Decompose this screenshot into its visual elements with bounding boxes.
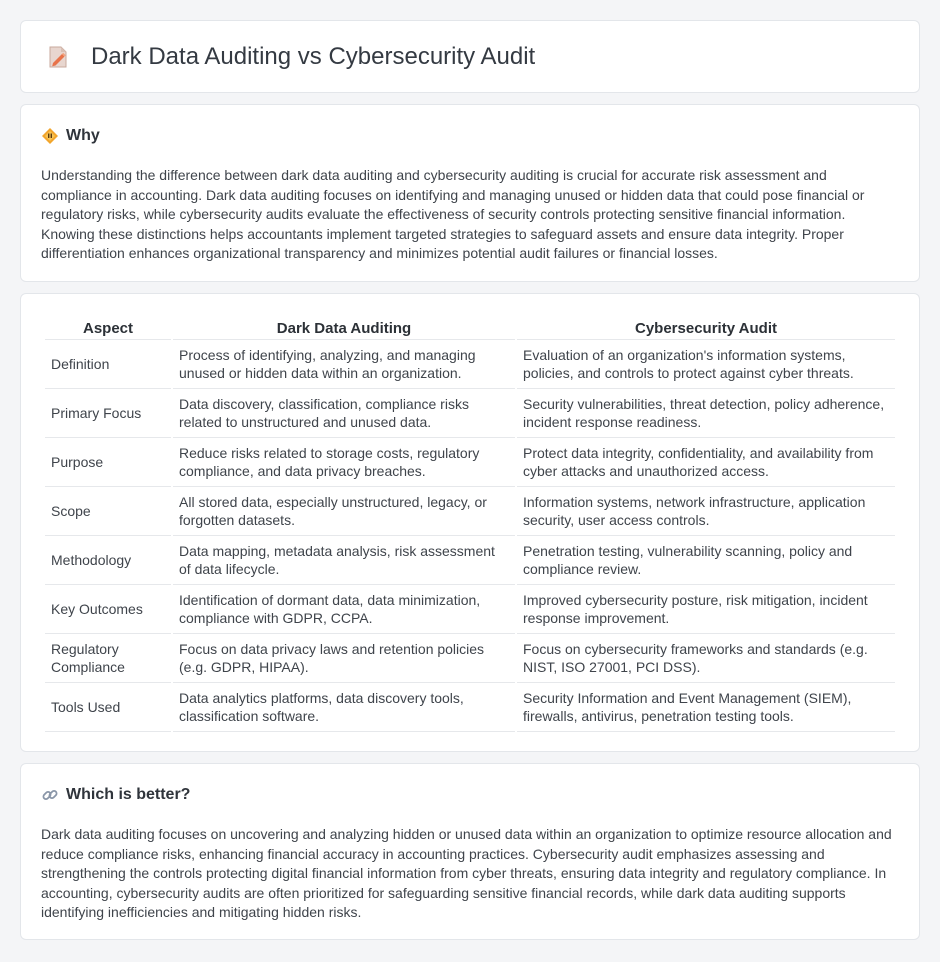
aspect-cell: Definition [45, 340, 171, 389]
table-header-row [45, 314, 895, 340]
cybersecurity-cell: Evaluation of an organization's information systems, policies, and controls to protect against cyber threats. [517, 340, 895, 389]
link-icon [41, 786, 59, 804]
dark-data-cell: All stored data, especially unstructured, legacy, or forgotten datasets. [173, 487, 515, 536]
aspect-cell: Tools Used [45, 683, 171, 732]
dark-data-cell: Reduce risks related to storage costs, regulatory compliance, and data privacy breaches. [173, 438, 515, 487]
comparison-table [43, 314, 897, 732]
dark-data-cell: Focus on data privacy laws and retention policies (e.g. GDPR, HIPAA). [173, 634, 515, 683]
warning-diamond-icon [41, 127, 59, 145]
table-row [45, 536, 895, 585]
dark-data-cell: Data mapping, metadata analysis, risk assessment of data lifecycle. [173, 536, 515, 585]
aspect-cell: Methodology [45, 536, 171, 585]
which-is-better-section [20, 763, 920, 940]
better-title: Which is better? [66, 786, 191, 803]
table-row [45, 634, 895, 683]
dark-data-cell: Process of identifying, analyzing, and managing unused or hidden data within an organization. [173, 340, 515, 389]
header-card [20, 20, 920, 93]
document-pencil-icon [45, 44, 71, 70]
dark-data-cell: Data discovery, classification, compliance risks related to unstructured and unused data. [173, 389, 515, 438]
aspect-cell: Key Outcomes [45, 585, 171, 634]
cybersecurity-cell: Penetration testing, vulnerability scanning, policy and compliance review. [517, 536, 895, 585]
aspect-cell: Primary Focus [45, 389, 171, 438]
better-heading [41, 786, 899, 804]
table-row [45, 340, 895, 389]
comparison-table-card [20, 293, 920, 752]
cybersecurity-cell: Security vulnerabilities, threat detection, policy adherence, incident response readiness. [517, 389, 895, 438]
cybersecurity-cell: Information systems, network infrastructure, application security, user access controls. [517, 487, 895, 536]
better-text: Dark data auditing focuses on uncovering and analyzing hidden or unused data within an organization to optimize resource allocation and reduce compliance risks, enhancing financial accuracy in accounting practices. Cybersecurity audit emphasizes assessing and strengthening the controls protecting digital financial information from cyber threats, ensuring data integrity and regulatory compliance. In accounting, cybersecurity audits are often prioritized for safeguarding sensitive financial records, while dark data auditing supports identifying inefficiencies and mitigating hidden risks. [41, 826, 892, 921]
column-header-dark-data: Dark Data Auditing [173, 314, 515, 340]
column-header-cybersecurity: Cybersecurity Audit [517, 314, 895, 340]
why-section [20, 104, 920, 282]
table-row [45, 438, 895, 487]
aspect-cell: Scope [45, 487, 171, 536]
table-row [45, 683, 895, 732]
aspect-cell: Regulatory Compliance [45, 634, 171, 683]
table-row [45, 389, 895, 438]
page-title: Dark Data Auditing vs Cybersecurity Audit [91, 42, 536, 70]
table-row [45, 487, 895, 536]
why-text: Understanding the difference between dark data auditing and cybersecurity auditing is crucial for accurate risk assessment and compliance in accounting. Dark data auditing focuses on identifying and managing unused or hidden data that could pose financial or regulatory risks, while cybersecurity audits evaluate the effectiveness of security controls protecting sensitive financial information. Knowing these distinctions helps accountants implement targeted strategies to safeguard assets and ensure data integrity. Proper differentiation enhances organizational transparency and minimizes potential audit failures or financial losses. [41, 167, 865, 262]
cybersecurity-cell: Improved cybersecurity posture, risk mitigation, incident response improvement. [517, 585, 895, 634]
why-heading [41, 127, 899, 145]
why-title: Why [66, 127, 100, 144]
dark-data-cell: Data analytics platforms, data discovery tools, classification software. [173, 683, 515, 732]
column-header-aspect: Aspect [45, 314, 171, 340]
aspect-cell: Purpose [45, 438, 171, 487]
cybersecurity-cell: Security Information and Event Management (SIEM), firewalls, antivirus, penetration testing tools. [517, 683, 895, 732]
cybersecurity-cell: Protect data integrity, confidentiality, and availability from cyber attacks and unauthorized access. [517, 438, 895, 487]
table-row [45, 585, 895, 634]
dark-data-cell: Identification of dormant data, data minimization, compliance with GDPR, CCPA. [173, 585, 515, 634]
cybersecurity-cell: Focus on cybersecurity frameworks and standards (e.g. NIST, ISO 27001, PCI DSS). [517, 634, 895, 683]
